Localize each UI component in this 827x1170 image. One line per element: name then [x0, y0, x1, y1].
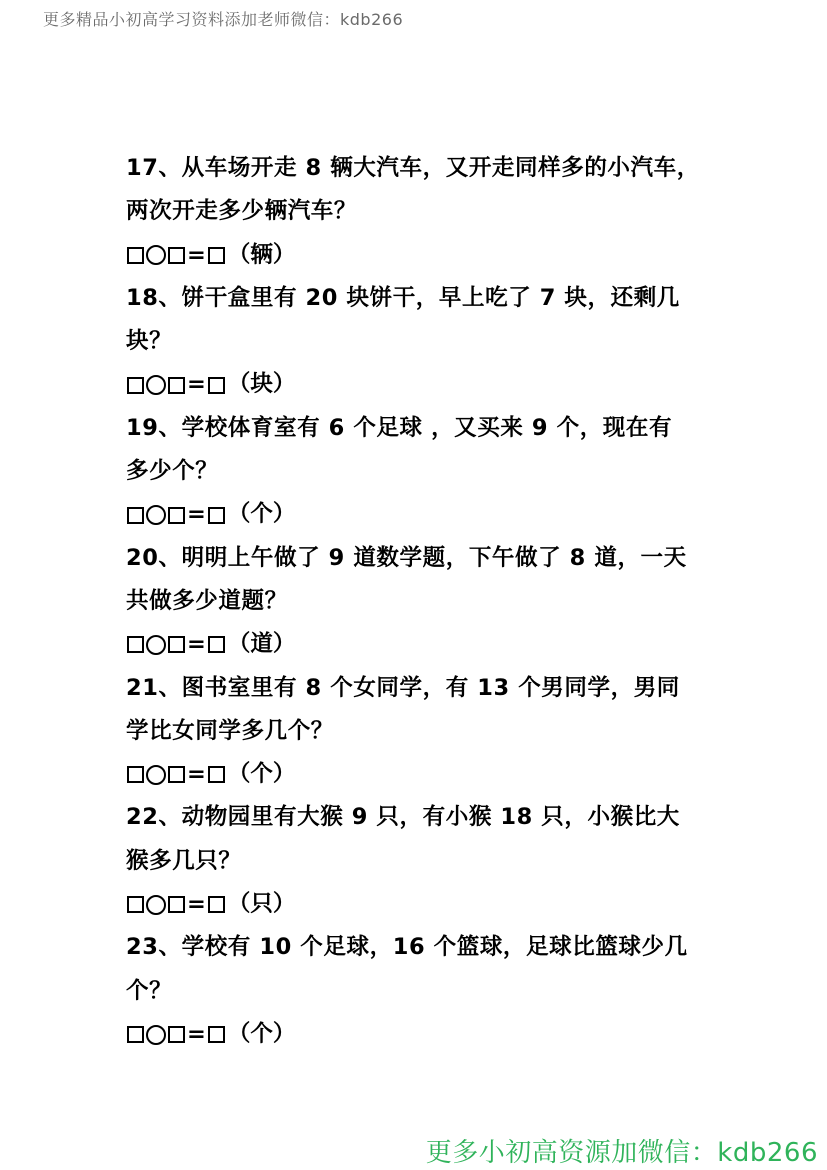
blank-box[interactable]	[127, 766, 144, 783]
question-text-line: 共做多少道题？	[126, 587, 288, 614]
question-23	[126, 926, 716, 1056]
operator-circle[interactable]	[146, 245, 166, 265]
question-22	[126, 796, 716, 926]
blank-box[interactable]	[168, 896, 185, 913]
operator-circle[interactable]	[146, 375, 166, 395]
question-text-line: 17、从车场开走 8 辆大汽车，又开走同样多的小汽车，	[126, 155, 700, 181]
question-text-line: 块？	[126, 328, 173, 355]
answer-formula	[126, 493, 716, 536]
blank-box[interactable]	[208, 377, 225, 394]
question-17	[126, 147, 716, 277]
operator-circle[interactable]	[146, 1025, 166, 1045]
equals-sign: =	[187, 891, 206, 918]
answer-formula	[126, 883, 716, 926]
question-text-line: 21、图书室里有 8 个女同学，有 13 个男同学，男同	[126, 674, 680, 701]
question-text-line: 22、动物园里有大猴 9 只，有小猴 18 只，小猴比大	[126, 804, 680, 831]
unit-label: （只）	[227, 891, 296, 918]
unit-label: （辆）	[227, 241, 296, 268]
equals-sign: =	[187, 1020, 206, 1047]
blank-box[interactable]	[168, 1026, 185, 1043]
blank-box[interactable]	[208, 766, 225, 783]
question-text-line: 23、学校有 10 个足球，16 个篮球，足球比篮球少几	[126, 934, 688, 961]
footer-watermark: 更多小初高资源加微信：kdb266	[425, 1138, 818, 1168]
answer-formula	[126, 623, 716, 666]
equals-sign: =	[187, 241, 206, 268]
operator-circle[interactable]	[146, 765, 166, 785]
unit-label: （块）	[227, 371, 296, 398]
worksheet-content	[126, 147, 716, 1056]
question-text-line: 学比女同学多几个？	[126, 717, 334, 744]
equals-sign: =	[187, 631, 206, 658]
blank-box[interactable]	[208, 247, 225, 264]
question-text-line: 19、学校体育室有 6 个足球 ，又买来 9 个，现在有	[126, 414, 673, 441]
blank-box[interactable]	[168, 766, 185, 783]
blank-box[interactable]	[127, 636, 144, 653]
blank-box[interactable]	[127, 507, 144, 524]
operator-circle[interactable]	[146, 635, 166, 655]
question-20	[126, 537, 716, 667]
blank-box[interactable]	[127, 377, 144, 394]
equals-sign: =	[187, 371, 206, 398]
answer-formula	[126, 363, 716, 406]
blank-box[interactable]	[168, 377, 185, 394]
answer-formula	[126, 1013, 716, 1056]
question-18	[126, 277, 716, 407]
question-text-line: 多少个？	[126, 458, 219, 485]
blank-box[interactable]	[168, 247, 185, 264]
equals-sign: =	[187, 501, 206, 528]
question-text-line: 两次开走多少辆汽车？	[126, 198, 358, 225]
equals-sign: =	[187, 761, 206, 788]
answer-formula	[126, 753, 716, 796]
blank-box[interactable]	[127, 247, 144, 264]
question-text-line: 18、饼干盒里有 20 块饼干，早上吃了 7 块，还剩几	[126, 284, 680, 311]
operator-circle[interactable]	[146, 895, 166, 915]
unit-label: （个）	[227, 761, 296, 788]
blank-box[interactable]	[127, 1026, 144, 1043]
question-19	[126, 407, 716, 537]
unit-label: （个）	[227, 501, 296, 528]
blank-box[interactable]	[168, 507, 185, 524]
question-text-line: 个？	[126, 977, 173, 1004]
question-21	[126, 667, 716, 797]
blank-box[interactable]	[208, 896, 225, 913]
blank-box[interactable]	[208, 1026, 225, 1043]
header-watermark: 更多精品小初高学习资料添加老师微信：kdb266	[43, 10, 404, 29]
unit-label: （道）	[227, 631, 296, 658]
operator-circle[interactable]	[146, 505, 166, 525]
blank-box[interactable]	[208, 636, 225, 653]
question-text-line: 猴多几只？	[126, 847, 242, 874]
unit-label: （个）	[227, 1020, 296, 1047]
blank-box[interactable]	[208, 507, 225, 524]
answer-formula	[126, 234, 716, 277]
question-text-line: 20、明明上午做了 9 道数学题，下午做了 8 道，一天	[126, 544, 687, 571]
blank-box[interactable]	[168, 636, 185, 653]
blank-box[interactable]	[127, 896, 144, 913]
